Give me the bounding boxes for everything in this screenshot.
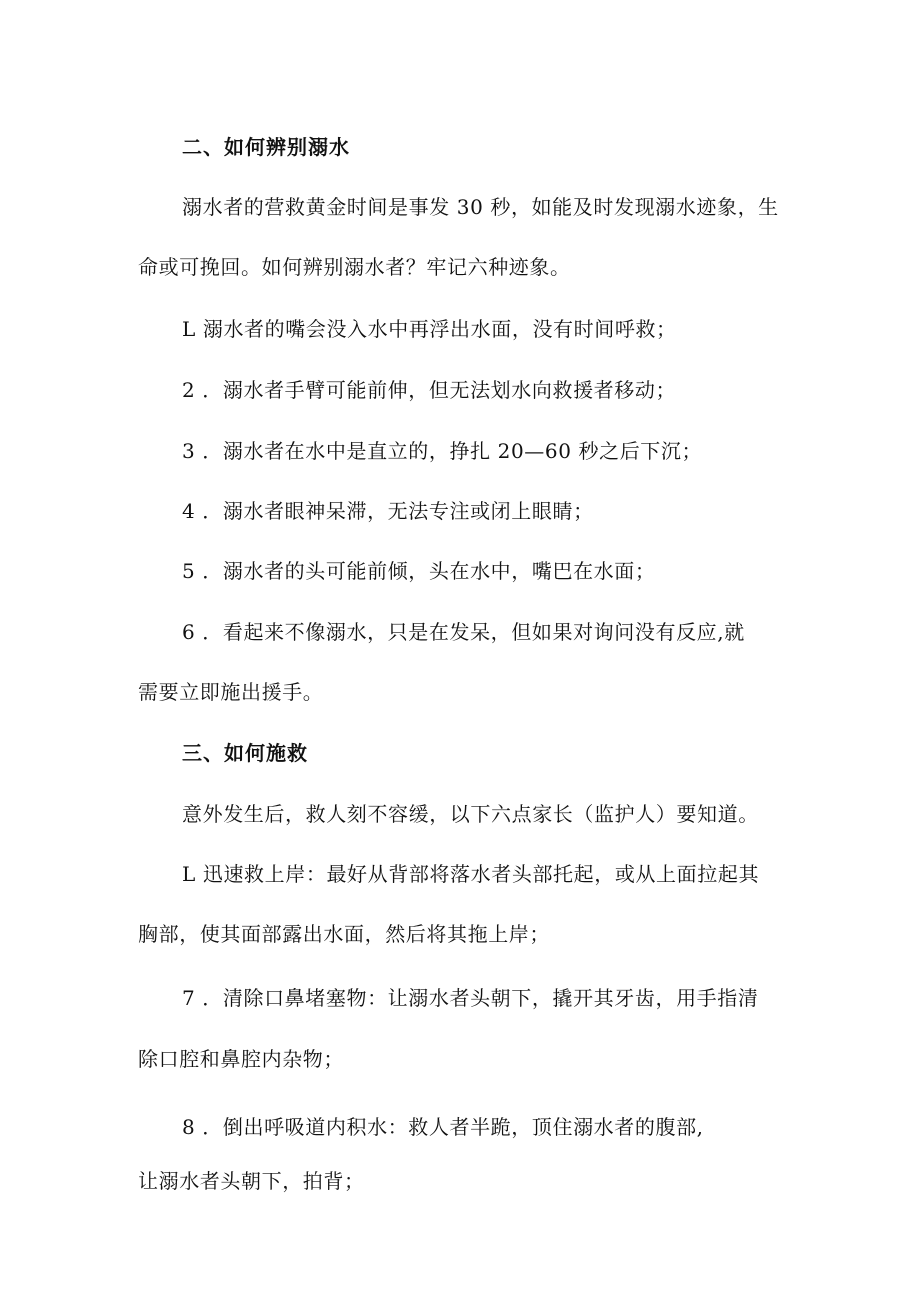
list-item-rescue-1-line1: L 迅速救上岸：最好从背部将落水者头部托起，或从上面拉起其 xyxy=(182,862,760,886)
list-item-sign-5: 5 ．溺水者的头可能前倾，头在水中，嘴巴在水面； xyxy=(182,559,656,583)
list-item-sign-2: 2 ．溺水者手臂可能前伸，但无法划水向救援者移动； xyxy=(182,378,677,402)
list-item-sign-6-line1: 6 ．看起来不像溺水，只是在发呆，但如果对询问没有反应,就 xyxy=(182,620,745,644)
section-heading-how-to-rescue: 三、如何施救 xyxy=(182,741,308,765)
list-item-sign-3: 3 ．溺水者在水中是直立的，挣扎 20—60 秒之后下沉； xyxy=(182,439,703,463)
list-item-rescue-1-line2: 胸部，使其面部露出水面，然后将其拖上岸； xyxy=(138,922,550,946)
list-item-rescue-7-line2: 除口腔和鼻腔内杂物； xyxy=(138,1047,344,1071)
list-item-rescue-8-line1: 8 ．倒出呼吸道内积水：救人者半跪，顶住溺水者的腹部, xyxy=(182,1115,704,1139)
list-item-sign-4: 4 ．溺水者眼神呆滞，无法专注或闭上眼睛； xyxy=(182,499,594,523)
section-heading-identify-drowning: 二、如何辨别溺水 xyxy=(182,135,350,159)
paragraph-golden-time-line1: 溺水者的营救黄金时间是事发 30 秒，如能及时发现溺水迹象，生 xyxy=(182,195,779,219)
list-item-sign-1: L 溺水者的嘴会没入水中再浮出水面，没有时间呼救； xyxy=(182,317,677,341)
list-item-rescue-7-line1: 7 ．清除口鼻堵塞物：让溺水者头朝下，撬开其牙齿，用手指清 xyxy=(182,986,759,1010)
list-item-sign-6-line2: 需要立即施出援手。 xyxy=(138,680,324,704)
paragraph-rescue-intro: 意外发生后，救人刻不容缓，以下六点家长（监护人）要知道。 xyxy=(182,802,759,826)
paragraph-golden-time-line2: 命或可挽回。如何辨别溺水者？牢记六种迹象。 xyxy=(138,255,571,279)
list-item-rescue-8-line2: 让溺水者头朝下，拍背； xyxy=(138,1169,365,1193)
